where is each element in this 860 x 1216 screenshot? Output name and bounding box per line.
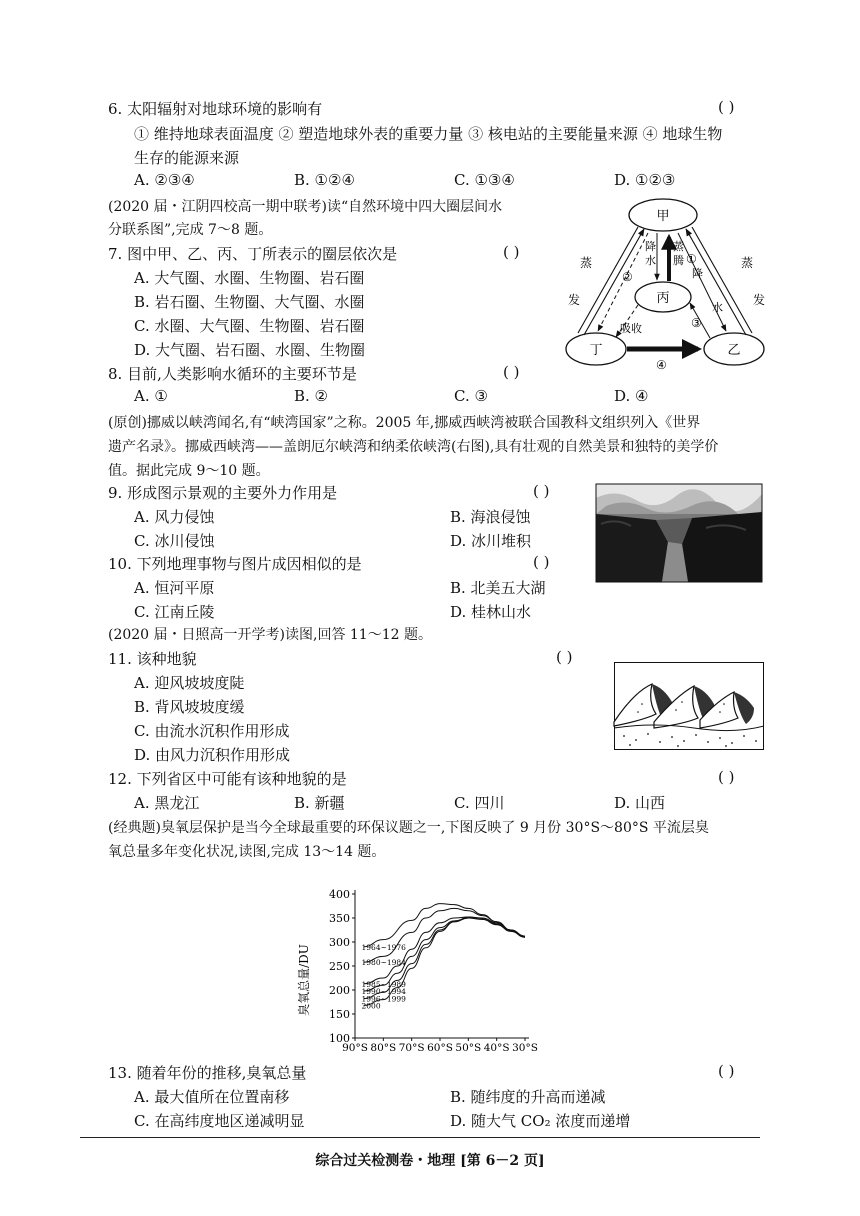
ozone-line-chart [297, 880, 550, 1060]
q12-option-d: D. 山西 [614, 794, 666, 812]
q6-answer-paren: ( ) [718, 98, 735, 116]
series-label: 1996~1999 [361, 994, 406, 1004]
label-jiangshui-1: 降 [645, 240, 656, 253]
q8-stem: 8. 目前,人类影响水循环的主要环节是 [108, 365, 357, 383]
label-zheng-left: 蒸 [580, 256, 593, 270]
q8-option-c: C. ③ [454, 387, 488, 405]
label-zheng-right: 蒸 [741, 256, 754, 270]
intro-9-10-line2: 遗产名录》。挪威西峡湾——盖朗厄尔峡湾和纳柔依峡湾(右图),具有壮观的自然美景和独特的美学价 [108, 439, 719, 455]
label-zhengteng-1: 蒸 [673, 240, 684, 253]
label-ding: 丁 [589, 343, 603, 358]
series-label: 1980~1984 [361, 958, 406, 968]
q11-option-a: A. 迎风坡坡度陡 [134, 674, 245, 692]
q12-option-a: A. 黑龙江 [134, 794, 200, 812]
label-n2: ② [622, 270, 633, 284]
label-xishou: 吸收 [620, 322, 642, 335]
fjord-photo [596, 484, 762, 582]
q12-option-b: B. 新疆 [294, 794, 345, 812]
label-n4: ④ [656, 358, 667, 372]
q7-stem: 7. 图中甲、乙、丙、丁所表示的圈层依次是 [108, 245, 398, 263]
q6-statements-line1: ① 维持地球表面温度 ② 塑造地球外表的重要力量 ③ 核电站的主要能量来源 ④ 地球生物 [134, 125, 723, 143]
q9-answer-paren: ( ) [533, 482, 550, 500]
y-tick-label: 350 [329, 912, 350, 925]
q11-option-d: D. 由风力沉积作用形成 [134, 746, 291, 764]
y-tick-label: 400 [329, 888, 350, 901]
y-tick-label: 150 [329, 1008, 350, 1021]
q10-answer-paren: ( ) [533, 553, 550, 571]
intro-7-8-line1: (2020 届・江阴四校高一期中联考)读“自然环境中四大圈层间水 [108, 199, 503, 215]
q7-option-d: D. 大气圈、岩石圈、水圈、生物圈 [134, 341, 366, 359]
arrow-precip-1 [678, 233, 726, 331]
y-tick-label: 100 [329, 1032, 350, 1045]
q10-option-d: D. 桂林山水 [450, 603, 532, 621]
label-n1: ① [686, 252, 697, 266]
y-tick-label: 300 [329, 936, 350, 949]
x-tick-label: 80°S [370, 1042, 397, 1054]
q6-statements-line2: 生存的能源来源 [134, 149, 240, 167]
q7-answer-paren: ( ) [503, 243, 520, 261]
y-axis-label: 臭氧总量/DU [297, 944, 311, 1016]
intro-11-12: (2020 届・日照高一开学考)读图,回答 11～12 题。 [108, 627, 432, 643]
q6-stem: 6. 太阳辐射对地球环境的影响有 [108, 100, 323, 118]
label-yi: 乙 [727, 343, 741, 358]
page-footer: 综合过关检测卷・地理 [第 6－2 页] [315, 1153, 545, 1169]
x-tick-label: 50°S [455, 1042, 482, 1054]
series-line [361, 908, 526, 962]
series-label: 1964~1976 [361, 942, 406, 952]
q8-option-d: D. ④ [614, 387, 649, 405]
q13-stem: 13. 随着年份的推移,臭氧总量 [108, 1064, 307, 1082]
q9-option-d: D. 冰川堆积 [450, 532, 532, 550]
q10-stem: 10. 下列地理事物与图片成因相似的是 [108, 555, 362, 573]
q6-option-b: B. ①②④ [294, 171, 355, 189]
intro-7-8-line2: 分联系图”,完成 7～8 题。 [108, 222, 273, 238]
label-jiang: 降 [692, 267, 703, 280]
q8-option-b: B. ② [294, 387, 329, 405]
q12-answer-paren: ( ) [718, 768, 735, 786]
series-label: 2000 [361, 1001, 381, 1011]
footer-rule [80, 1137, 760, 1138]
x-tick-label: 60°S [427, 1042, 453, 1054]
q12-stem: 12. 下列省区中可能有该种地貌的是 [108, 770, 347, 788]
intro-9-10-line1: (原创)挪威以峡湾闻名,有“峡湾国家”之称。2005 年,挪威西峡湾被联合国教科文组织列入《世界 [108, 415, 701, 431]
x-tick-label: 30°S [512, 1042, 538, 1054]
x-tick-label: 90°S [342, 1042, 368, 1054]
y-tick-label: 200 [329, 984, 350, 997]
series-label: 1990~1994 [361, 986, 406, 996]
label-zhengteng-2: 腾 [673, 254, 684, 267]
q9-option-c: C. 冰川侵蚀 [134, 532, 215, 550]
q9-stem: 9. 形成图示景观的主要外力作用是 [108, 484, 338, 502]
q9-option-b: B. 海浪侵蚀 [450, 508, 531, 526]
q10-option-a: A. 恒河平原 [134, 579, 215, 597]
q12-option-c: C. 四川 [454, 794, 505, 812]
x-tick-label: 70°S [398, 1042, 425, 1054]
intro-13-14-line1: (经典题)臭氧层保护是当今全球最重要的环保议题之一,下图反映了 9 月份 30°S～80°S 平流层臭 [108, 820, 709, 836]
q6-option-d: D. ①②③ [614, 171, 676, 189]
q11-stem: 11. 该种地貌 [108, 650, 197, 668]
q9-option-a: A. 风力侵蚀 [134, 508, 215, 526]
q6-option-a: A. ②③④ [134, 171, 195, 189]
intro-13-14-line2: 氧总量多年变化状况,读图,完成 13～14 题。 [108, 844, 386, 860]
label-fa-right: 发 [753, 293, 766, 307]
arrow-evap-left-b [584, 229, 644, 335]
x-tick-label: 40°S [483, 1042, 510, 1054]
q6-option-c: C. ①③④ [454, 171, 515, 189]
y-tick-label: 250 [329, 960, 350, 973]
label-n3: ③ [691, 316, 702, 330]
q11-answer-paren: ( ) [556, 648, 573, 666]
label-shui: 水 [712, 301, 723, 314]
q8-answer-paren: ( ) [503, 363, 520, 381]
q7-option-c: C. 水圈、大气圈、生物圈、岩石圈 [134, 317, 365, 335]
q13-option-d: D. 随大气 CO₂ 浓度而递增 [450, 1112, 631, 1130]
water-cycle-diagram [560, 193, 770, 375]
q11-option-b: B. 背风坡坡度缓 [134, 698, 245, 716]
barchan-dune-illustration [614, 662, 764, 750]
q8-option-a: A. ① [134, 387, 168, 405]
label-fa-left: 发 [568, 293, 581, 307]
q10-option-b: B. 北美五大湖 [450, 579, 546, 597]
q13-option-b: B. 随纬度的升高而递减 [450, 1088, 606, 1106]
label-jiangshui-2: 水 [645, 254, 656, 267]
q13-option-c: C. 在高纬度地区递减明显 [134, 1112, 305, 1130]
q7-option-a: A. 大气圈、水圈、生物圈、岩石圈 [134, 269, 365, 287]
label-jia: 甲 [656, 209, 670, 224]
intro-9-10-line3: 值。据此完成 9～10 题。 [108, 463, 270, 479]
label-bing: 丙 [656, 291, 670, 306]
series-label: 1985~1989 [361, 979, 406, 989]
q7-option-b: B. 岩石圈、生物圈、大气圈、水圈 [134, 293, 365, 311]
q10-option-c: C. 江南丘陵 [134, 603, 215, 621]
q13-option-a: A. 最大值所在位置南移 [134, 1088, 290, 1106]
q13-answer-paren: ( ) [718, 1062, 735, 1080]
q11-option-c: C. 由流水沉积作用形成 [134, 722, 290, 740]
